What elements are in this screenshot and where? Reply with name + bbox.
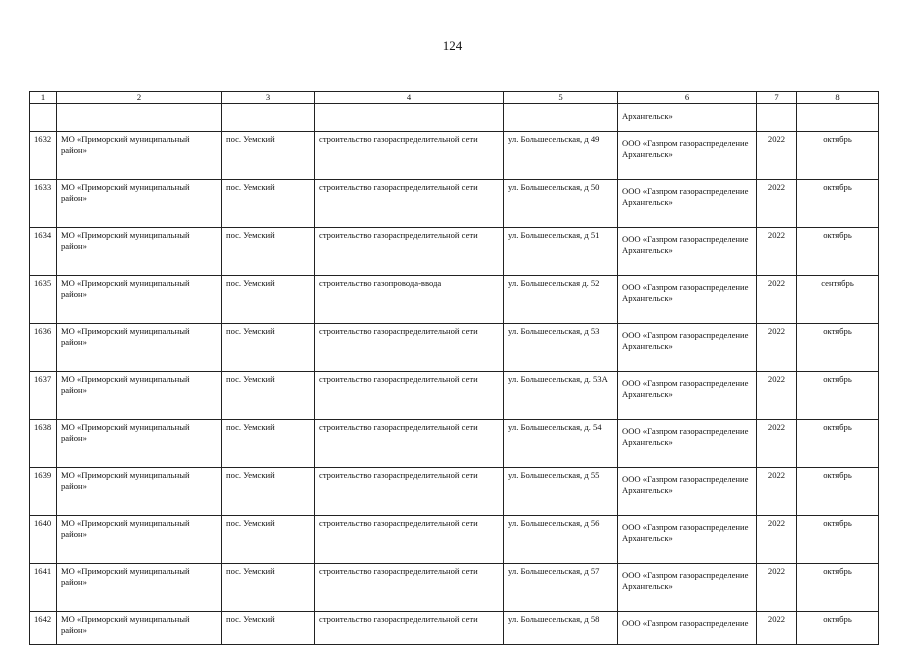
cell-month: октябрь <box>797 468 879 516</box>
cell-organization: ООО «Газпром газораспределение Архангельск» <box>618 276 757 324</box>
cell-address: ул. Большесельская, д. 53А <box>504 372 618 420</box>
column-header-2: 2 <box>57 92 222 104</box>
cell-year: 2022 <box>757 276 797 324</box>
cell-work-type: строительство газораспределительной сети <box>315 564 504 612</box>
cell-year: 2022 <box>757 420 797 468</box>
cell-municipality: МО «Приморский муниципальный район» <box>57 132 222 180</box>
cell-month: октябрь <box>797 372 879 420</box>
cell-work-type: строительство газораспределительной сети <box>315 228 504 276</box>
cell-work-type: строительство газораспределительной сети <box>315 420 504 468</box>
table-row <box>30 324 879 372</box>
cell-number: 1638 <box>30 420 57 468</box>
cell-settlement: пос. Уемский <box>222 420 315 468</box>
cell-month: сентябрь <box>797 276 879 324</box>
cell-settlement: пос. Уемский <box>222 324 315 372</box>
cell-month: октябрь <box>797 324 879 372</box>
cell-address: ул. Большесельская, д 53 <box>504 324 618 372</box>
cell-address: ул. Большесельская, д 49 <box>504 132 618 180</box>
cell-work-type: строительство газопровода-ввода <box>315 276 504 324</box>
column-header-6: 6 <box>618 92 757 104</box>
column-header-8: 8 <box>797 92 879 104</box>
cell-year <box>757 104 797 132</box>
cell-settlement: пос. Уемский <box>222 612 315 645</box>
cell-year: 2022 <box>757 468 797 516</box>
cell-settlement <box>222 104 315 132</box>
cell-settlement: пос. Уемский <box>222 564 315 612</box>
cell-settlement: пос. Уемский <box>222 516 315 564</box>
cell-work-type: строительство газораспределительной сети <box>315 612 504 645</box>
cell-month: октябрь <box>797 420 879 468</box>
cell-organization: ООО «Газпром газораспределение Архангельск» <box>618 420 757 468</box>
table-row <box>30 228 879 276</box>
column-header-7: 7 <box>757 92 797 104</box>
cell-month <box>797 104 879 132</box>
table-row <box>30 372 879 420</box>
cell-organization: ООО «Газпром газораспределение Архангельск» <box>618 372 757 420</box>
cell-organization: ООО «Газпром газораспределение Архангельск» <box>618 228 757 276</box>
cell-municipality: МО «Приморский муниципальный район» <box>57 180 222 228</box>
cell-municipality: МО «Приморский муниципальный район» <box>57 372 222 420</box>
table-row <box>30 516 879 564</box>
cell-address: ул. Большесельская, д 56 <box>504 516 618 564</box>
cell-year: 2022 <box>757 324 797 372</box>
cell-month: октябрь <box>797 564 879 612</box>
column-header-3: 3 <box>222 92 315 104</box>
cell-number: 1633 <box>30 180 57 228</box>
cell-number: 1634 <box>30 228 57 276</box>
cell-municipality: МО «Приморский муниципальный район» <box>57 564 222 612</box>
cell-municipality: МО «Приморский муниципальный район» <box>57 228 222 276</box>
cell-number <box>30 104 57 132</box>
cell-number: 1632 <box>30 132 57 180</box>
cell-settlement: пос. Уемский <box>222 228 315 276</box>
cell-work-type: строительство газораспределительной сети <box>315 516 504 564</box>
cell-municipality: МО «Приморский муниципальный район» <box>57 516 222 564</box>
cell-municipality: МО «Приморский муниципальный район» <box>57 612 222 645</box>
cell-settlement: пос. Уемский <box>222 276 315 324</box>
data-table <box>29 91 879 645</box>
column-header-5: 5 <box>504 92 618 104</box>
page-number: 124 <box>442 38 463 53</box>
cell-municipality: МО «Приморский муниципальный район» <box>57 324 222 372</box>
cell-year: 2022 <box>757 228 797 276</box>
cell-year: 2022 <box>757 372 797 420</box>
cell-number: 1641 <box>30 564 57 612</box>
cell-address: ул. Большесельская, д 55 <box>504 468 618 516</box>
cell-address: ул. Большесельская, д 51 <box>504 228 618 276</box>
cell-work-type: строительство газораспределительной сети <box>315 468 504 516</box>
table-row <box>30 276 879 324</box>
cell-month: октябрь <box>797 516 879 564</box>
cell-settlement: пос. Уемский <box>222 180 315 228</box>
cell-organization: ООО «Газпром газораспределение Архангельск» <box>618 324 757 372</box>
cell-work-type <box>315 104 504 132</box>
table-body <box>30 104 879 645</box>
cell-year: 2022 <box>757 132 797 180</box>
table-row <box>30 180 879 228</box>
cell-month: октябрь <box>797 612 879 645</box>
cell-year: 2022 <box>757 516 797 564</box>
cell-municipality <box>57 104 222 132</box>
cell-municipality: МО «Приморский муниципальный район» <box>57 420 222 468</box>
cell-address: ул. Большесельская, д. 54 <box>504 420 618 468</box>
table-row <box>30 468 879 516</box>
cell-address: ул. Большесельская, д 50 <box>504 180 618 228</box>
column-header-1: 1 <box>30 92 57 104</box>
cell-settlement: пос. Уемский <box>222 468 315 516</box>
cell-number: 1640 <box>30 516 57 564</box>
cell-year: 2022 <box>757 612 797 645</box>
cell-address: ул. Большесельская, д 57 <box>504 564 618 612</box>
cell-month: октябрь <box>797 180 879 228</box>
cell-organization: ООО «Газпром газораспределение Архангельск» <box>618 468 757 516</box>
cell-work-type: строительство газораспределительной сети <box>315 180 504 228</box>
cell-address: ул. Большесельская, д 58 <box>504 612 618 645</box>
cell-month: октябрь <box>797 132 879 180</box>
cell-settlement: пос. Уемский <box>222 132 315 180</box>
cell-year: 2022 <box>757 180 797 228</box>
column-header-4: 4 <box>315 92 504 104</box>
cell-work-type: строительство газораспределительной сети <box>315 372 504 420</box>
cell-address <box>504 104 618 132</box>
cell-municipality: МО «Приморский муниципальный район» <box>57 276 222 324</box>
cell-organization: ООО «Газпром газораспределение Архангельск» <box>618 516 757 564</box>
cell-month: октябрь <box>797 228 879 276</box>
cell-organization: ООО «Газпром газораспределение Архангельск» <box>618 180 757 228</box>
cell-year: 2022 <box>757 564 797 612</box>
cell-organization: ООО «Газпром газораспределение <box>618 612 757 645</box>
table-row <box>30 132 879 180</box>
cell-address: ул. Большесельская д. 52 <box>504 276 618 324</box>
cell-work-type: строительство газораспределительной сети <box>315 132 504 180</box>
cell-number: 1642 <box>30 612 57 645</box>
cell-organization: ООО «Газпром газораспределение Архангельск» <box>618 132 757 180</box>
cell-settlement: пос. Уемский <box>222 372 315 420</box>
cell-number: 1636 <box>30 324 57 372</box>
cell-municipality: МО «Приморский муниципальный район» <box>57 468 222 516</box>
cell-organization: Архангельск» <box>618 104 757 132</box>
table-row <box>30 564 879 612</box>
header-row <box>30 92 879 104</box>
cell-work-type: строительство газораспределительной сети <box>315 324 504 372</box>
cell-number: 1637 <box>30 372 57 420</box>
cell-organization: ООО «Газпром газораспределение Архангельск» <box>618 564 757 612</box>
cell-number: 1635 <box>30 276 57 324</box>
continuation-row <box>30 104 879 132</box>
table-row <box>30 420 879 468</box>
cell-number: 1639 <box>30 468 57 516</box>
